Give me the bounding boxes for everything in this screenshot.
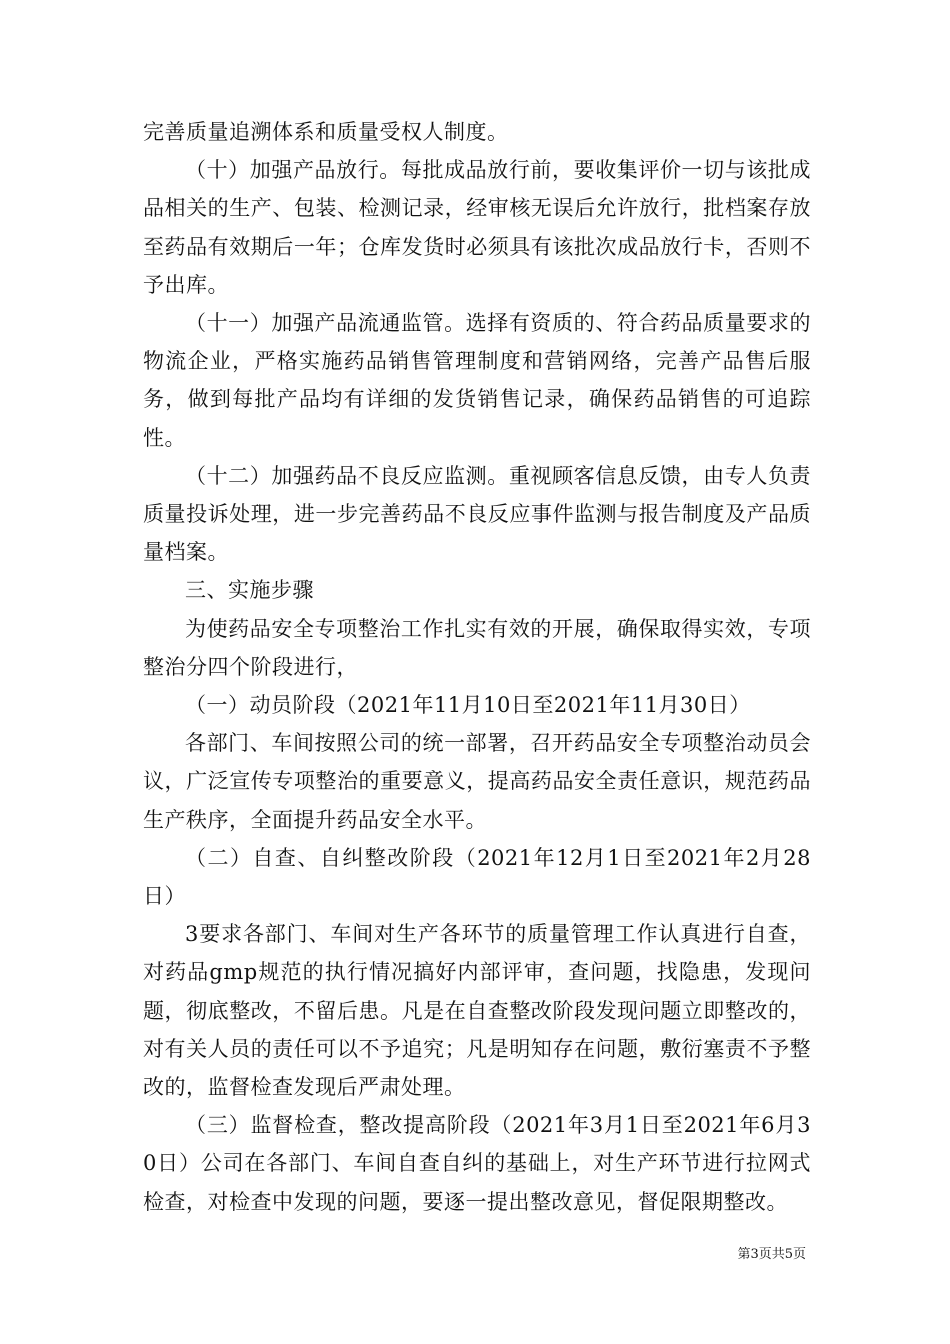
paragraph: 完善质量追溯体系和质量受权人制度。 xyxy=(143,120,509,144)
paragraph: 各部门、车间按照公司的统一部署，召开药品安全专项整治动员会议，广泛宣传专项整治的重要意义，提高药品安全责任意识，规范药品生产秩序，全面提升药品安全水平。 xyxy=(143,731,811,832)
paragraph: （三）监督检查，整改提高阶段（2021年3月1日至2021年6月30日）公司在各部门、车间自查自纠的基础上，对生产环节进行拉网式检查，对检查中发现的问题，要逐一提出整改意见，督促限期整改。 xyxy=(143,1113,811,1214)
paragraph: （十）加强产品放行。每批成品放行前，要收集评价一切与该批成品相关的生产、包装、检测记录，经审核无误后允许放行，批档案存放至药品有效期后一年；仓库发货时必须具有该批次成品放行卡，否则不予出库。 xyxy=(143,158,811,297)
paragraph: 为使药品安全专项整治工作扎实有效的开展，确保取得实效，专项整治分四个阶段进行， xyxy=(143,616,811,679)
paragraph: （十二）加强药品不良反应监测。重视顾客信息反馈，由专人负责质量投诉处理，进一步完善药品不良反应事件监测与报告制度及产品质量档案。 xyxy=(143,463,811,565)
section-heading: 三、实施步骤 xyxy=(185,578,314,603)
paragraph: 3要求各部门、车间对生产各环节的质量管理工作认真进行自查，对药品gmp规范的执行情况搞好内部评审，查问题，找隐患，发现问题，彻底整改，不留后患。凡是在自查整改阶段发现问题立即整改的，对有关人员的责任可以不予追究；凡是明知存在问题，敷衍塞责不予整改的，监督检查发现后严肃处理。 xyxy=(143,922,811,1100)
stage-heading: （一）动员阶段（2021年11月10日至2021年11月30日） xyxy=(185,693,751,718)
paragraph: （十一）加强产品流通监管。选择有资质的、符合药品质量要求的物流企业，严格实施药品销售管理制度和营销网络，完善产品售后服务，做到每批产品均有详细的发货销售记录，确保药品销售的可追踪性。 xyxy=(143,311,811,450)
page-number-footer: 第3页共5页 xyxy=(737,1247,806,1262)
stage-heading: （二）自查、自纠整改阶段（2021年12月1日至2021年2月28日） xyxy=(143,845,811,909)
document-body xyxy=(143,113,811,1221)
